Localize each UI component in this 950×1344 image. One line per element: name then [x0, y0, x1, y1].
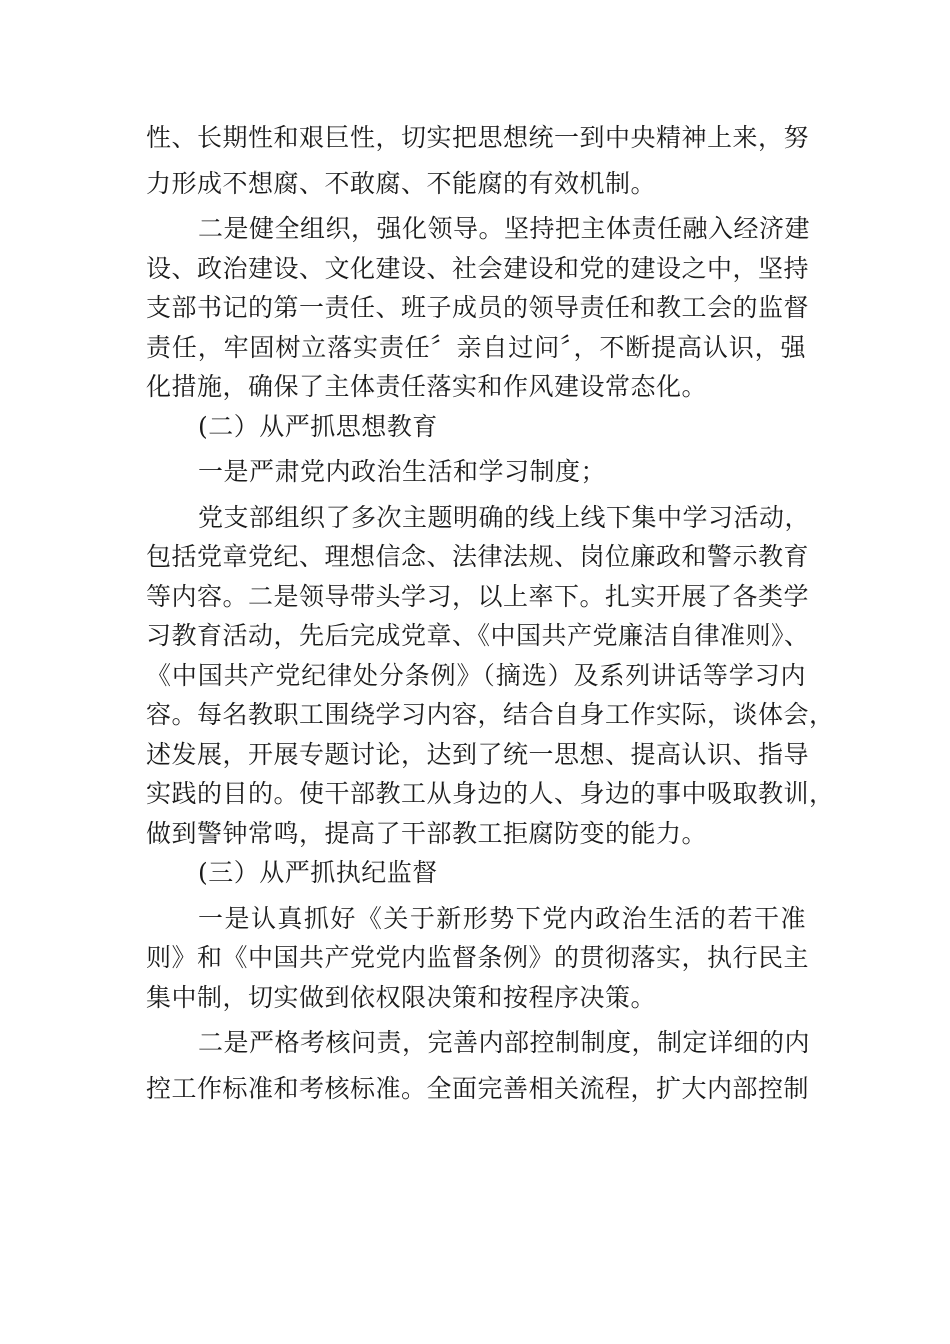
text-line [146, 616, 810, 656]
text-line-content: 则》和《中国共产党党内监督条例》的贯彻落实，执行民主 [146, 943, 810, 972]
text-line-content: 一是认真抓好《关于新形势下党内政治生活的若干准 [198, 903, 806, 933]
text-line-content: 设、政治建设、文化建设、社会建设和党的建设之中，坚持 [146, 253, 810, 283]
text-line [146, 656, 806, 696]
text-line [146, 328, 806, 368]
text-line [146, 118, 810, 158]
text-line-content: 支部书记的第一责任、班子成员的领导责任和教工会的监督 [146, 293, 810, 322]
text-line [146, 1069, 810, 1109]
text-line [146, 498, 811, 538]
text-line [146, 407, 806, 447]
text-line [146, 537, 810, 577]
text-line-content: 容。每名教职工围绕学习内容，结合自身工作实际，谈体会， [146, 700, 835, 729]
text-line [146, 899, 806, 939]
text-line-content: 《中国共产党纪律处分条例》（摘选）及系列讲话等学习内 [146, 660, 806, 690]
text-line [146, 853, 806, 893]
text-line-content: 实践的目的。使干部教工从身边的人、身边的事中吸取教训， [146, 779, 835, 808]
text-line [146, 577, 810, 617]
text-line [146, 288, 810, 328]
text-line [146, 978, 806, 1018]
text-line-content: 包括党章党纪、理想信念、法律法规、岗位廉政和警示教育 [146, 542, 810, 571]
text-line [146, 814, 806, 854]
text-line [146, 452, 806, 492]
text-line-content: 控工作标准和考核标准。全面完善相关流程，扩大内部控制 [146, 1073, 810, 1103]
text-line [146, 209, 811, 249]
text-line-content: 习教育活动，先后完成党章、《中国共产党廉洁自律准则》、 [146, 621, 810, 650]
text-line-content: 做到警钟常鸣，提高了干部教工拒腐防变的能力。 [146, 818, 708, 848]
text-line-content: 等内容。二是领导带头学习，以上率下。扎实开展了各类学 [146, 581, 810, 611]
text-line-content: 责任，牢固树立落实责任〞亲自过问〞，不断提高认识，强 [146, 332, 806, 362]
text-line-content: 党支部组织了多次主题明确的线上线下集中学习活动， [198, 502, 811, 532]
text-line-content: 化措施，确保了主体责任落实和作风建设常态化。 [146, 372, 708, 401]
text-line-content: 二是健全组织，强化领导。坚持把主体责任融入经济建 [198, 214, 811, 243]
text-line-content: 一是严肃党内政治生活和学习制度； [198, 457, 607, 486]
text-line-content: 集中制，切实做到依权限决策和按程序决策。 [146, 982, 657, 1012]
text-line-content: 述发展，开展专题讨论，达到了统一思想、提高认识、指导 [146, 739, 810, 769]
text-line [146, 1023, 811, 1063]
text-line [146, 735, 810, 775]
text-line-content: 力形成不想腐、不敢腐、不能腐的有效机制。 [146, 168, 657, 198]
text-line [146, 249, 810, 289]
text-line-content: (三）从严抓执纪监督 [198, 858, 438, 887]
text-line [146, 695, 835, 735]
text-line [146, 938, 810, 978]
text-line-content: 性、长期性和艰巨性，切实把思想统一到中央精神上来，努 [146, 123, 810, 152]
text-line-content: 二是严格考核问责，完善内部控制制度，制定详细的内 [198, 1028, 811, 1057]
text-line-content: (二）从严抓思想教育 [198, 411, 438, 441]
text-line [146, 774, 835, 814]
text-line [146, 367, 806, 407]
text-line [146, 164, 806, 204]
body-text [146, 118, 835, 1108]
